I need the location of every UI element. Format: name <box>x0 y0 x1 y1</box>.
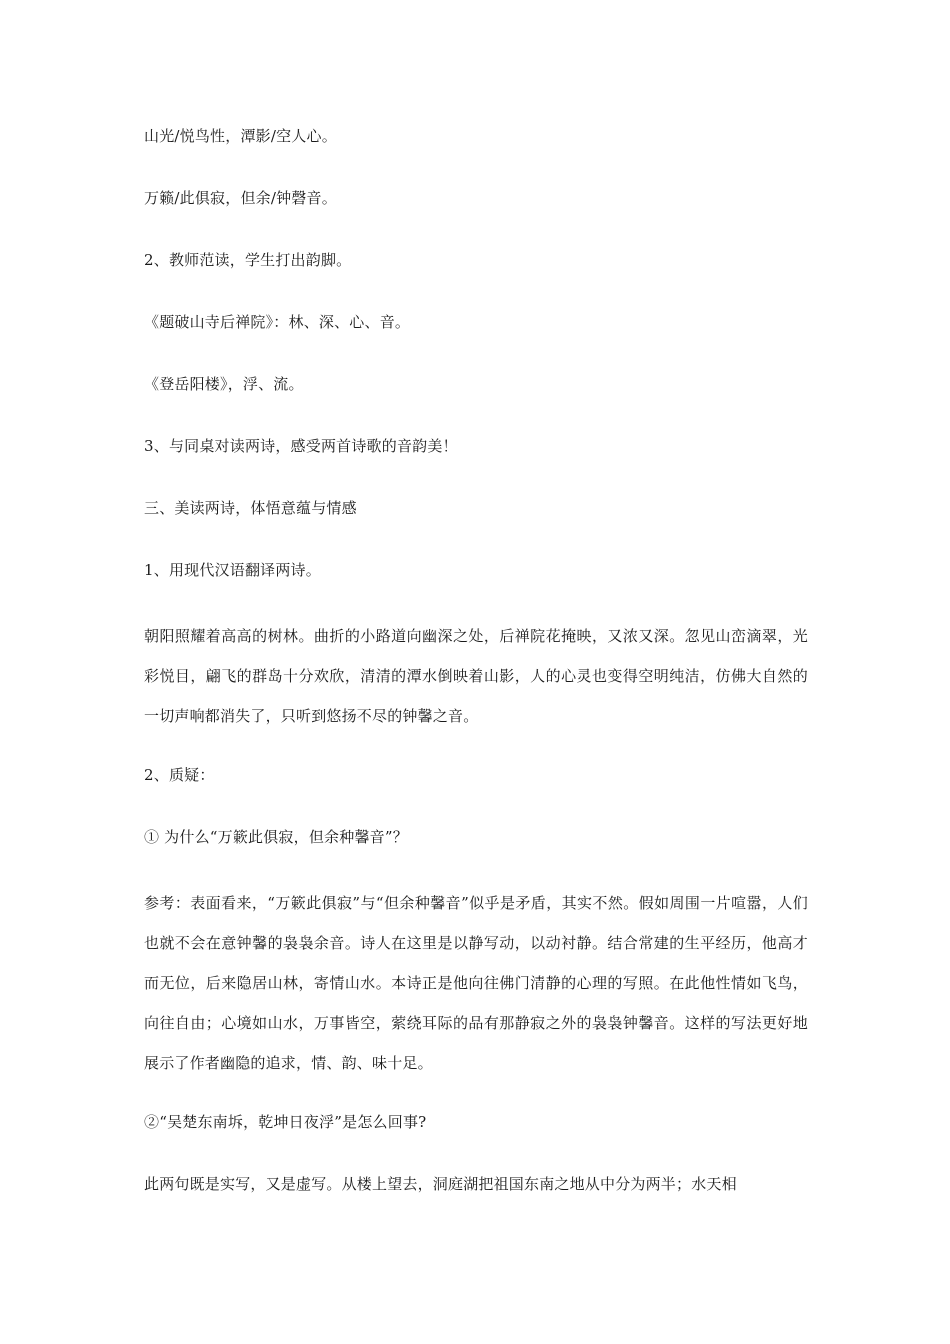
question-heading: 2、质疑： <box>144 766 215 784</box>
question-2: ②“吴楚东南坼，乾坤日夜浮”是怎么回事? <box>144 1113 427 1131</box>
step-2-heading: 2、教师范读，学生打出韵脚。 <box>144 251 352 269</box>
answer-2: 此两句既是实写，又是虚写。从楼上望去，洞庭湖把祖国东南之地从中分为两半；水天相 <box>144 1175 737 1193</box>
section-3-heading: 三、美读两诗，体悟意蕴与情感 <box>144 499 357 517</box>
rhyme-poem-2: 《登岳阳楼》，浮、流。 <box>144 375 304 393</box>
document-page <box>144 120 808 1230</box>
step-3-heading: 3、与同桌对读两诗，感受两首诗歌的音韵美！ <box>144 437 458 455</box>
translation-paragraph: 朝阳照耀着高高的树林。曲折的小路道向幽深之处，后禅院花掩映，又浓又深。忽见山峦滴翠，光彩悦目，翩飞的群岛十分欢欣，清清的潭水倒映着山影，人的心灵也变得空明纯洁，仿佛大自然的一切声响都消失了，只听到悠扬不尽的钟馨之音。 <box>144 627 808 725</box>
poem-line-2: 万籁/此俱寂，但余/钟磬音。 <box>144 189 337 207</box>
question-1: ① 为什么“万簌此俱寂，但余种馨音”？ <box>144 828 408 846</box>
poem-line-1: 山光/悦鸟性，潭影/空人心。 <box>144 127 337 145</box>
translate-heading: 1、用现代汉语翻译两诗。 <box>144 561 321 579</box>
rhyme-poem-1: 《题破山寺后禅院》：林、深、心、音。 <box>144 313 411 331</box>
answer-1: 参考：表面看来，“万簌此俱寂”与“但余种馨音”似乎是矛盾，其实不然。假如周围一片喧嚣，人们也就不会在意钟馨的袅袅余音。诗人在这里是以静写动，以动衬静。结合常建的生平经历，他高才而无位，后来隐居山林，寄情山水。本诗正是他向往佛门清静的心理的写照。在此他性情如飞鸟，向往自由；心境如山水，万事皆空，萦绕耳际的品有那静寂之外的袅袅钟馨音。这样的写法更好地展示了作者幽隐的追求，情、韵、味十足。 <box>144 894 808 1072</box>
